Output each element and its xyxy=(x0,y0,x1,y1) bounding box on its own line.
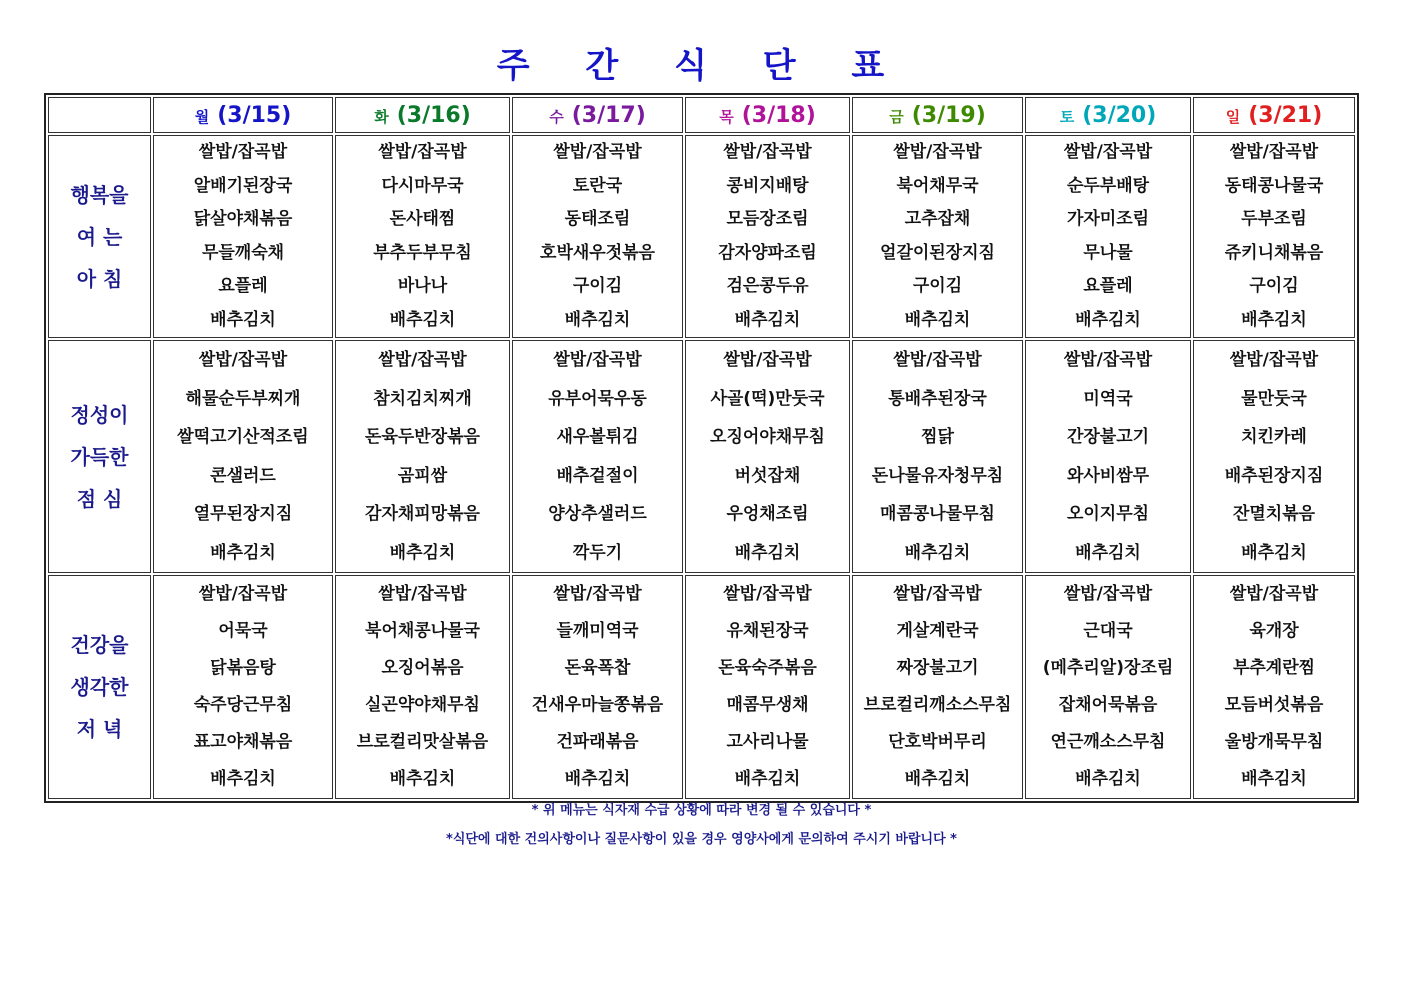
menu-item: 배추김치 xyxy=(1075,769,1141,789)
meal-label-line: 점 심 xyxy=(76,486,123,511)
menu-item: 배추김치 xyxy=(904,309,971,330)
menu-item: 표고야채볶음 xyxy=(193,732,293,752)
menu-cell xyxy=(852,575,1023,799)
menu-item: 숙주당근무침 xyxy=(193,695,293,715)
menu-cell xyxy=(153,135,333,338)
menu-item: 잡채어묵볶음 xyxy=(1058,695,1158,715)
menu-item: 배추김치 xyxy=(904,542,971,563)
menu-item: 쌀밥/잡곡밥 xyxy=(723,142,812,162)
menu-item: 돈사태찜 xyxy=(389,209,456,229)
menu-item: 콘샐러드 xyxy=(210,465,276,486)
menu-item: 배추김치 xyxy=(389,542,456,563)
menu-cell xyxy=(512,135,683,338)
page-title: 주 간 식 단 표 xyxy=(496,46,907,86)
menu-item: 참치김치찌개 xyxy=(373,388,472,409)
meal-label-line: 정성이 xyxy=(70,402,129,427)
day-date: (3/15) xyxy=(217,102,292,128)
menu-item: 오징어야채무침 xyxy=(710,427,825,447)
menu-item: 무나물 xyxy=(1083,242,1133,263)
menu-item: 오이지무침 xyxy=(1066,504,1150,524)
menu-cell xyxy=(1193,135,1355,338)
menu-item: 쌀떡고기산적조림 xyxy=(177,427,309,447)
menu-cell xyxy=(1025,135,1191,338)
menu-item: 배추김치 xyxy=(1241,542,1307,563)
menu-item: 쌀밥/잡곡밥 xyxy=(198,350,288,370)
day-date: (3/17) xyxy=(571,102,646,128)
menu-item: 돈나물유자청무침 xyxy=(871,465,1004,486)
day-header-2 xyxy=(512,97,683,133)
menu-item: 잔멸치볶음 xyxy=(1232,504,1316,524)
menu-item: 요플레 xyxy=(1083,276,1133,296)
menu-cell xyxy=(852,135,1023,338)
menu-item: 육개장 xyxy=(1249,621,1299,641)
menu-item: 구이김 xyxy=(912,276,963,296)
menu-item: 토란국 xyxy=(572,175,623,196)
notes xyxy=(0,796,1403,854)
menu-item: 쌀밥/잡곡밥 xyxy=(378,142,467,162)
menu-item: 단호박버무리 xyxy=(888,732,987,752)
menu-item: 고추잡채 xyxy=(904,209,971,229)
menu-item: 쌀밥/잡곡밥 xyxy=(1063,142,1153,162)
menu-item: 찜닭 xyxy=(921,427,954,447)
menu-item: 호박새우젓볶음 xyxy=(540,242,655,263)
menu-item: 버섯잡채 xyxy=(734,465,801,486)
menu-item: 구이김 xyxy=(1249,276,1299,296)
meal-label-line: 건강을 xyxy=(70,633,129,657)
menu-item: 배추김치 xyxy=(1241,309,1307,330)
menu-cell xyxy=(153,340,333,573)
menu-item: 들깨미역국 xyxy=(556,621,639,641)
menu-item: 쌀밥/잡곡밥 xyxy=(1229,142,1319,162)
menu-item: 배추김치 xyxy=(564,309,631,330)
menu-item: 새우볼튀김 xyxy=(556,427,639,447)
menu-item: 브로컬리깨소스무침 xyxy=(863,695,1012,715)
menu-item: 가자미조림 xyxy=(1066,209,1150,229)
menu-item: 감자양파조림 xyxy=(718,242,817,263)
menu-item: 배추김치 xyxy=(210,769,276,789)
corner-cell xyxy=(48,97,151,133)
menu-item: 사골(떡)만둣국 xyxy=(710,388,825,409)
day-header-row xyxy=(48,97,1355,133)
menu-item: 유부어묵우동 xyxy=(548,388,647,409)
menu-item: 쥬키니채볶음 xyxy=(1224,242,1324,263)
menu-cell xyxy=(335,135,510,338)
menu-item: 울방개묵무침 xyxy=(1224,732,1324,752)
menu-item: 물만둣국 xyxy=(1241,388,1307,409)
menu-item: 쌀밥/잡곡밥 xyxy=(893,142,982,162)
menu-cell xyxy=(153,575,333,799)
menu-cell xyxy=(1025,575,1191,799)
day-of-week: 화 xyxy=(374,107,389,126)
menu-item: 배추김치 xyxy=(389,769,456,789)
menu-item: 건파래볶음 xyxy=(556,732,639,752)
menu-item: 돈육숙주볶음 xyxy=(718,658,817,678)
day-of-week: 금 xyxy=(889,107,904,126)
menu-item: 부추계란찜 xyxy=(1232,658,1316,678)
menu-item: 바나나 xyxy=(397,276,448,296)
menu-item: 구이김 xyxy=(572,276,623,296)
menu-item: 배추겉절이 xyxy=(556,465,639,486)
menu-cell xyxy=(512,340,683,573)
day-of-week: 목 xyxy=(719,107,734,126)
menu-cell xyxy=(1025,340,1191,573)
day-date: (3/18) xyxy=(741,102,816,128)
meal-row-breakfast xyxy=(48,135,1355,338)
day-date: (3/16) xyxy=(396,102,471,128)
menu-cell xyxy=(512,575,683,799)
menu-item: 부추두부무침 xyxy=(373,242,472,263)
menu-item: 배추김치 xyxy=(564,769,631,789)
menu-item: 짜장불고기 xyxy=(896,658,979,678)
menu-item: 배추김치 xyxy=(1075,309,1141,330)
menu-item: 쌀밥/잡곡밥 xyxy=(553,142,642,162)
day-date: (3/20) xyxy=(1082,102,1157,128)
menu-item: 요플레 xyxy=(218,276,268,296)
menu-cell xyxy=(335,340,510,573)
meal-label xyxy=(48,340,151,573)
menu-item: 얼갈이된장지짐 xyxy=(880,242,995,263)
menu-item: 어묵국 xyxy=(218,621,268,641)
menu-item: 쌀밥/잡곡밥 xyxy=(378,350,467,370)
menu-cell xyxy=(1193,340,1355,573)
menu-item: 통배추된장국 xyxy=(888,388,987,409)
menu-item: 근대국 xyxy=(1083,621,1133,641)
menu-item: 닭볶음탕 xyxy=(210,658,276,678)
menu-cell xyxy=(685,340,850,573)
menu-item: 검은콩두유 xyxy=(726,276,809,296)
menu-item: 쌀밥/잡곡밥 xyxy=(723,584,812,604)
menu-cell xyxy=(685,135,850,338)
menu-item: 치킨카레 xyxy=(1241,427,1307,447)
menu-item: 배추김치 xyxy=(734,542,801,563)
menu-cell xyxy=(852,340,1023,573)
meal-row-dinner xyxy=(48,575,1355,799)
note-contact-notice: *식단에 대한 건의사항이나 질문사항이 있을 경우 영양사에게 문의하여 주시기 바랍니다 * xyxy=(446,832,957,847)
day-header-0 xyxy=(153,97,333,133)
meal-label-line: 생각한 xyxy=(70,675,129,699)
menu-item: 두부조림 xyxy=(1241,209,1307,229)
menu-item: 해물순두부찌개 xyxy=(185,388,301,409)
meal-label xyxy=(48,575,151,799)
menu-item: 배추김치 xyxy=(210,309,276,330)
menu-item: 동태콩나물국 xyxy=(1224,175,1324,196)
meal-row-lunch xyxy=(48,340,1355,573)
menu-item: 열무된장지짐 xyxy=(193,504,293,524)
menu-item: 쌀밥/잡곡밥 xyxy=(198,142,288,162)
menu-cell xyxy=(1193,575,1355,799)
menu-item: 연근깨소스무침 xyxy=(1050,732,1166,752)
menu-item: 무들깨숙채 xyxy=(201,242,285,263)
menu-item: 모듬버섯볶음 xyxy=(1224,695,1324,715)
menu-item: 미역국 xyxy=(1083,388,1133,409)
menu-item: 쌀밥/잡곡밥 xyxy=(723,350,812,370)
menu-item: 와사비쌈무 xyxy=(1066,465,1150,486)
meal-label-line: 가득한 xyxy=(70,444,129,469)
menu-item: 쌀밥/잡곡밥 xyxy=(1063,584,1153,604)
menu-item: 쌀밥/잡곡밥 xyxy=(1229,584,1319,604)
menu-item: 순두부배탕 xyxy=(1066,175,1150,196)
menu-item: 우엉채조림 xyxy=(726,504,809,524)
menu-item: 배추된장지짐 xyxy=(1224,465,1324,486)
meal-label xyxy=(48,135,151,338)
day-date: (3/21) xyxy=(1248,102,1323,128)
menu-item: 돈육두반장볶음 xyxy=(365,427,480,447)
menu-item: 양상추샐러드 xyxy=(548,504,647,524)
menu-item: 쌀밥/잡곡밥 xyxy=(198,584,288,604)
menu-item: 쌀밥/잡곡밥 xyxy=(378,584,467,604)
menu-item: 실곤약야채무침 xyxy=(365,695,480,715)
menu-item: 배추김치 xyxy=(1075,542,1141,563)
menu-item: 모듬장조림 xyxy=(726,209,809,229)
menu-item: 콩비지배탕 xyxy=(726,175,809,196)
day-date: (3/19) xyxy=(911,102,986,128)
menu-cell xyxy=(685,575,850,799)
menu-item: 깍두기 xyxy=(572,542,623,563)
day-header-4 xyxy=(852,97,1023,133)
meal-label-line: 저 녁 xyxy=(76,717,123,741)
menu-item: 건새우마늘쫑볶음 xyxy=(531,695,664,715)
meal-label-line: 여 는 xyxy=(76,224,123,249)
menu-item: 돈육폭찹 xyxy=(564,658,631,678)
menu-item: 쌀밥/잡곡밥 xyxy=(893,350,982,370)
menu-item: 동태조림 xyxy=(564,209,631,229)
menu-item: 알배기된장국 xyxy=(193,175,293,196)
menu-item: 오징어볶음 xyxy=(381,658,464,678)
menu-item: 배추김치 xyxy=(734,309,801,330)
menu-item: 다시마무국 xyxy=(381,175,464,196)
menu-item: 간장불고기 xyxy=(1066,427,1150,447)
menu-item: (메추리알)장조림 xyxy=(1042,658,1174,678)
menu-item: 쌀밥/잡곡밥 xyxy=(893,584,982,604)
day-header-5 xyxy=(1025,97,1191,133)
menu-item: 브로컬리맛살볶음 xyxy=(356,732,489,752)
menu-item: 감자채피망볶음 xyxy=(365,504,480,524)
menu-item: 배추김치 xyxy=(389,309,456,330)
menu-item: 닭살야채볶음 xyxy=(193,209,293,229)
day-header-6 xyxy=(1193,97,1355,133)
menu-item: 쌀밥/잡곡밥 xyxy=(553,584,642,604)
menu-cell xyxy=(335,575,510,799)
menu-item: 곰피쌈 xyxy=(397,465,448,486)
menu-item: 쌀밥/잡곡밥 xyxy=(1063,350,1153,370)
meal-label-line: 행복을 xyxy=(70,182,129,207)
menu-item: 배추김치 xyxy=(210,542,276,563)
day-of-week: 토 xyxy=(1059,107,1075,126)
menu-item: 쌀밥/잡곡밥 xyxy=(1229,350,1319,370)
menu-item: 배추김치 xyxy=(1241,769,1307,789)
note-change-notice: * 위 메뉴는 식자재 수급 상황에 따라 변경 될 수 있습니다 * xyxy=(531,803,872,818)
menu-item: 매콤콩나물무침 xyxy=(880,504,995,524)
menu-item: 고사리나물 xyxy=(726,732,809,752)
day-header-3 xyxy=(685,97,850,133)
day-of-week: 일 xyxy=(1225,107,1241,126)
day-of-week: 월 xyxy=(194,107,210,126)
menu-item: 북어채콩나물국 xyxy=(365,621,480,641)
weekly-menu-table xyxy=(44,93,1359,803)
meal-label-line: 아 침 xyxy=(76,266,123,291)
menu-item: 쌀밥/잡곡밥 xyxy=(553,350,642,370)
menu-item: 배추김치 xyxy=(904,769,971,789)
menu-item: 북어채무국 xyxy=(896,175,979,196)
day-header-1 xyxy=(335,97,510,133)
menu-item: 매콤무생채 xyxy=(726,695,809,715)
day-of-week: 수 xyxy=(549,107,564,126)
menu-item: 게살계란국 xyxy=(896,621,979,641)
menu-item: 배추김치 xyxy=(734,769,801,789)
menu-item: 유채된장국 xyxy=(726,621,809,641)
